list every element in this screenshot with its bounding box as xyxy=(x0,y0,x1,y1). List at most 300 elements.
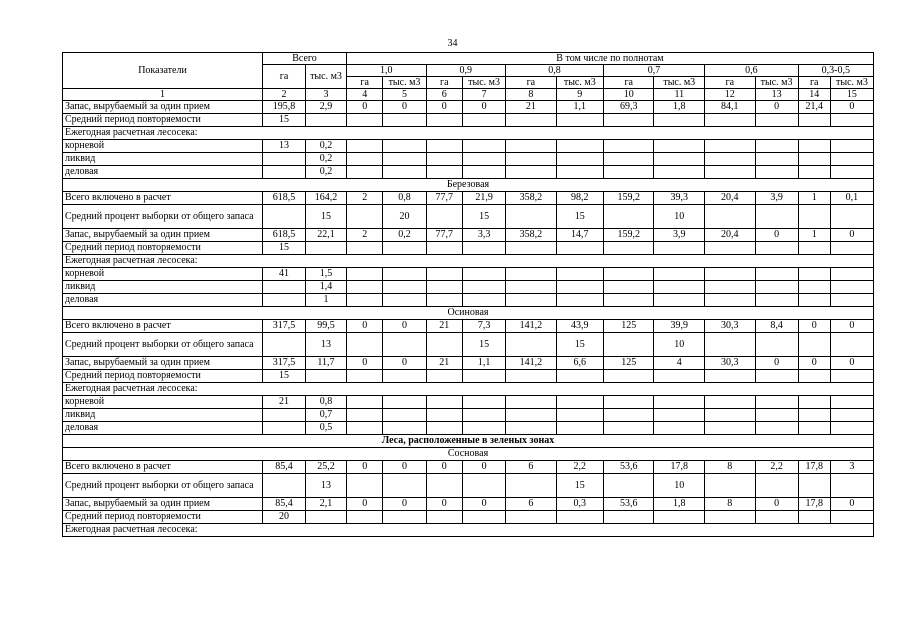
value-cell: 10 xyxy=(654,205,705,229)
value-cell xyxy=(383,153,426,166)
column-number-cell: 14 xyxy=(798,89,830,101)
value-cell: 20 xyxy=(263,511,306,524)
section-heading: Сосновая xyxy=(63,448,874,461)
header-density: 0,8 xyxy=(506,65,604,77)
row-label: корневой xyxy=(63,396,263,409)
header-density: 0,3-0,5 xyxy=(798,65,873,77)
value-cell: 2,9 xyxy=(306,101,347,114)
value-cell: 69,3 xyxy=(603,101,654,114)
value-cell: 0 xyxy=(346,461,383,474)
value-cell xyxy=(306,511,347,524)
header-density: 0,9 xyxy=(426,65,506,77)
value-cell xyxy=(830,268,873,281)
value-cell xyxy=(426,409,463,422)
value-cell xyxy=(346,409,383,422)
header-density: 1,0 xyxy=(346,65,426,77)
value-cell: 0 xyxy=(830,229,873,242)
value-cell xyxy=(556,281,603,294)
table-row xyxy=(63,383,874,396)
value-cell xyxy=(556,140,603,153)
value-cell xyxy=(426,242,463,255)
value-cell: 85,4 xyxy=(263,498,306,511)
value-cell xyxy=(798,333,830,357)
value-cell: 2,1 xyxy=(306,498,347,511)
value-cell xyxy=(798,396,830,409)
value-cell: 358,2 xyxy=(506,229,557,242)
value-cell xyxy=(603,474,654,498)
value-cell xyxy=(830,396,873,409)
value-cell xyxy=(426,294,463,307)
value-cell xyxy=(705,153,756,166)
unit-ha-cell: га xyxy=(603,77,654,89)
row-label: Запас, вырубаемый за один прием xyxy=(63,229,263,242)
value-cell xyxy=(705,281,756,294)
value-cell xyxy=(556,153,603,166)
value-cell: 159,2 xyxy=(603,229,654,242)
value-cell: 15 xyxy=(263,370,306,383)
value-cell xyxy=(263,422,306,435)
value-cell: 6 xyxy=(506,498,557,511)
value-cell xyxy=(463,268,506,281)
table-row xyxy=(63,307,874,320)
value-cell xyxy=(798,166,830,179)
value-cell xyxy=(346,166,383,179)
value-cell: 618,5 xyxy=(263,229,306,242)
value-cell xyxy=(506,205,557,229)
value-cell: 1,5 xyxy=(306,268,347,281)
value-cell xyxy=(383,294,426,307)
value-cell: 0 xyxy=(346,320,383,333)
value-cell xyxy=(830,205,873,229)
value-cell xyxy=(603,281,654,294)
value-cell: 1,8 xyxy=(654,498,705,511)
value-cell xyxy=(755,294,798,307)
table-row xyxy=(63,333,874,357)
value-cell xyxy=(556,409,603,422)
value-cell xyxy=(263,294,306,307)
value-cell xyxy=(654,409,705,422)
value-cell xyxy=(830,294,873,307)
value-cell: 43,9 xyxy=(556,320,603,333)
value-cell xyxy=(383,422,426,435)
value-cell xyxy=(463,294,506,307)
column-number-cell: 4 xyxy=(346,89,383,101)
value-cell xyxy=(603,409,654,422)
value-cell xyxy=(798,409,830,422)
value-cell xyxy=(463,281,506,294)
value-cell xyxy=(426,268,463,281)
table-row xyxy=(63,229,874,242)
value-cell xyxy=(426,140,463,153)
value-cell xyxy=(506,333,557,357)
header-indicators: Показатели xyxy=(63,53,263,89)
value-cell: 13 xyxy=(263,140,306,153)
value-cell xyxy=(830,140,873,153)
value-cell xyxy=(830,422,873,435)
value-cell xyxy=(654,242,705,255)
value-cell xyxy=(346,205,383,229)
row-label: Запас, вырубаемый за один прием xyxy=(63,101,263,114)
value-cell: 0,7 xyxy=(306,409,347,422)
column-number-cell: 3 xyxy=(306,89,347,101)
value-cell xyxy=(603,511,654,524)
value-cell xyxy=(346,114,383,127)
value-cell: 21 xyxy=(506,101,557,114)
value-cell xyxy=(830,166,873,179)
value-cell xyxy=(383,409,426,422)
table-row xyxy=(63,474,874,498)
column-number-cell: 9 xyxy=(556,89,603,101)
value-cell xyxy=(426,205,463,229)
value-cell: 3,3 xyxy=(463,229,506,242)
value-cell: 0 xyxy=(383,320,426,333)
value-cell xyxy=(603,396,654,409)
value-cell: 125 xyxy=(603,357,654,370)
value-cell xyxy=(755,511,798,524)
value-cell: 0,3 xyxy=(556,498,603,511)
row-label: Запас, вырубаемый за один прием xyxy=(63,357,263,370)
value-cell: 2,2 xyxy=(755,461,798,474)
value-cell: 20,4 xyxy=(705,229,756,242)
column-number-cell: 7 xyxy=(463,89,506,101)
row-label: ликвид xyxy=(63,153,263,166)
value-cell xyxy=(798,474,830,498)
value-cell xyxy=(603,205,654,229)
value-cell xyxy=(603,268,654,281)
value-cell xyxy=(556,114,603,127)
value-cell xyxy=(830,333,873,357)
value-cell xyxy=(705,268,756,281)
column-number-cell: 6 xyxy=(426,89,463,101)
row-label: Средний период повторяемости xyxy=(63,370,263,383)
value-cell: 77,7 xyxy=(426,192,463,205)
value-cell xyxy=(383,396,426,409)
value-cell: 0 xyxy=(346,498,383,511)
row-label: Всего включено в расчет xyxy=(63,461,263,474)
value-cell: 0 xyxy=(463,461,506,474)
row-label: Запас, вырубаемый за один прием xyxy=(63,498,263,511)
value-cell: 0,2 xyxy=(383,229,426,242)
value-cell xyxy=(263,166,306,179)
value-cell: 0,1 xyxy=(830,192,873,205)
value-cell: 0 xyxy=(830,101,873,114)
row-label: Средний период повторяемости xyxy=(63,242,263,255)
column-number-cell: 10 xyxy=(603,89,654,101)
value-cell xyxy=(654,268,705,281)
value-cell: 3,9 xyxy=(654,229,705,242)
table-row xyxy=(63,281,874,294)
value-cell xyxy=(798,205,830,229)
header-including: В том числе по полнотам xyxy=(346,53,873,65)
value-cell xyxy=(705,242,756,255)
value-cell: 1 xyxy=(798,192,830,205)
value-cell xyxy=(383,370,426,383)
value-cell xyxy=(463,396,506,409)
value-cell: 30,3 xyxy=(705,357,756,370)
value-cell xyxy=(830,370,873,383)
value-cell: 30,3 xyxy=(705,320,756,333)
value-cell xyxy=(798,370,830,383)
value-cell: 20,4 xyxy=(705,192,756,205)
value-cell: 17,8 xyxy=(798,461,830,474)
value-cell xyxy=(654,422,705,435)
value-cell xyxy=(306,370,347,383)
value-cell xyxy=(755,396,798,409)
value-cell xyxy=(346,140,383,153)
value-cell: 0 xyxy=(463,498,506,511)
value-cell xyxy=(426,153,463,166)
value-cell xyxy=(426,114,463,127)
value-cell xyxy=(346,281,383,294)
value-cell: 15 xyxy=(263,242,306,255)
value-cell xyxy=(654,370,705,383)
value-cell: 77,7 xyxy=(426,229,463,242)
value-cell: 2,2 xyxy=(556,461,603,474)
table-row xyxy=(63,461,874,474)
header-total-m3: тыс. м3 xyxy=(306,65,347,89)
value-cell xyxy=(463,370,506,383)
value-cell xyxy=(830,114,873,127)
row-label: Средний период повторяемости xyxy=(63,114,263,127)
value-cell xyxy=(506,281,557,294)
row-label: Средний процент выборки от общего запаса xyxy=(63,205,263,229)
value-cell xyxy=(263,409,306,422)
value-cell xyxy=(603,114,654,127)
value-cell xyxy=(755,370,798,383)
value-cell xyxy=(830,281,873,294)
row-label: корневой xyxy=(63,140,263,153)
value-cell: 0 xyxy=(830,498,873,511)
value-cell: 13 xyxy=(306,333,347,357)
value-cell: 0 xyxy=(755,357,798,370)
value-cell xyxy=(463,140,506,153)
value-cell: 1,1 xyxy=(556,101,603,114)
value-cell xyxy=(755,268,798,281)
value-cell xyxy=(654,511,705,524)
value-cell: 20 xyxy=(383,205,426,229)
value-cell xyxy=(463,242,506,255)
value-cell: 53,6 xyxy=(603,498,654,511)
value-cell: 0,5 xyxy=(306,422,347,435)
value-cell xyxy=(705,294,756,307)
page-number: 34 xyxy=(447,38,458,49)
value-cell: 1,4 xyxy=(306,281,347,294)
value-cell xyxy=(463,511,506,524)
row-label: деловая xyxy=(63,294,263,307)
value-cell xyxy=(705,409,756,422)
value-cell: 6,6 xyxy=(556,357,603,370)
value-cell: 0,8 xyxy=(306,396,347,409)
value-cell xyxy=(755,474,798,498)
value-cell: 0 xyxy=(346,357,383,370)
value-cell: 84,1 xyxy=(705,101,756,114)
value-cell xyxy=(556,294,603,307)
table-row xyxy=(63,409,874,422)
value-cell: 17,8 xyxy=(654,461,705,474)
unit-m3-cell: тыс. м3 xyxy=(383,77,426,89)
value-cell xyxy=(798,511,830,524)
value-cell: 0 xyxy=(426,101,463,114)
table-row xyxy=(63,114,874,127)
value-cell xyxy=(426,422,463,435)
value-cell xyxy=(506,474,557,498)
table-row xyxy=(63,357,874,370)
value-cell xyxy=(654,140,705,153)
value-cell xyxy=(383,242,426,255)
header-density: 0,7 xyxy=(603,65,704,77)
table-row xyxy=(63,127,874,140)
value-cell xyxy=(603,333,654,357)
value-cell xyxy=(506,396,557,409)
value-cell xyxy=(830,153,873,166)
table-row xyxy=(63,140,874,153)
value-cell xyxy=(306,114,347,127)
value-cell: 10 xyxy=(654,474,705,498)
value-cell: 98,2 xyxy=(556,192,603,205)
value-cell xyxy=(603,422,654,435)
value-cell: 0 xyxy=(383,498,426,511)
value-cell xyxy=(263,474,306,498)
value-cell: 8,4 xyxy=(755,320,798,333)
value-cell: 3 xyxy=(830,461,873,474)
value-cell xyxy=(603,370,654,383)
unit-ha-cell: га xyxy=(346,77,383,89)
value-cell: 21 xyxy=(426,320,463,333)
value-cell xyxy=(426,370,463,383)
table-row xyxy=(63,192,874,205)
table-row xyxy=(63,396,874,409)
value-cell xyxy=(798,422,830,435)
value-cell xyxy=(830,242,873,255)
value-cell: 0 xyxy=(755,498,798,511)
value-cell xyxy=(798,140,830,153)
value-cell xyxy=(506,370,557,383)
value-cell xyxy=(603,242,654,255)
value-cell xyxy=(798,281,830,294)
value-cell: 159,2 xyxy=(603,192,654,205)
value-cell xyxy=(383,333,426,357)
value-cell: 22,1 xyxy=(306,229,347,242)
value-cell: 13 xyxy=(306,474,347,498)
value-cell: 15 xyxy=(556,333,603,357)
value-cell xyxy=(506,242,557,255)
row-label: деловая xyxy=(63,166,263,179)
value-cell: 15 xyxy=(463,205,506,229)
value-cell xyxy=(705,205,756,229)
value-cell xyxy=(830,409,873,422)
value-cell: 195,8 xyxy=(263,101,306,114)
table-row xyxy=(63,153,874,166)
value-cell xyxy=(556,396,603,409)
value-cell: 21 xyxy=(263,396,306,409)
value-cell xyxy=(346,422,383,435)
value-cell: 1 xyxy=(306,294,347,307)
value-cell: 0 xyxy=(798,320,830,333)
row-label: Всего включено в расчет xyxy=(63,320,263,333)
value-cell: 21,9 xyxy=(463,192,506,205)
value-cell: 317,5 xyxy=(263,357,306,370)
column-number-cell: 12 xyxy=(705,89,756,101)
column-number-cell: 11 xyxy=(654,89,705,101)
value-cell: 0 xyxy=(798,357,830,370)
value-cell: 15 xyxy=(556,474,603,498)
value-cell: 618,5 xyxy=(263,192,306,205)
value-cell: 53,6 xyxy=(603,461,654,474)
value-cell xyxy=(556,268,603,281)
value-cell xyxy=(346,474,383,498)
header-density: 0,6 xyxy=(705,65,799,77)
value-cell xyxy=(383,140,426,153)
value-cell: 15 xyxy=(306,205,347,229)
value-cell xyxy=(654,166,705,179)
unit-m3-cell: тыс. м3 xyxy=(755,77,798,89)
value-cell xyxy=(798,153,830,166)
value-cell xyxy=(556,242,603,255)
row-label: Средний процент выборки от общего запаса xyxy=(63,333,263,357)
value-cell xyxy=(506,422,557,435)
section-heading: Березовая xyxy=(63,179,874,192)
section-heading: Осиновая xyxy=(63,307,874,320)
unit-m3-cell: тыс. м3 xyxy=(654,77,705,89)
value-cell: 15 xyxy=(263,114,306,127)
row-label: Средний процент выборки от общего запаса xyxy=(63,474,263,498)
value-cell xyxy=(383,281,426,294)
value-cell: 141,2 xyxy=(506,357,557,370)
table-row xyxy=(63,294,874,307)
value-cell xyxy=(705,422,756,435)
value-cell: 0 xyxy=(830,357,873,370)
value-cell: 0 xyxy=(755,229,798,242)
value-cell xyxy=(603,294,654,307)
value-cell: 3,9 xyxy=(755,192,798,205)
value-cell xyxy=(263,333,306,357)
value-cell xyxy=(346,294,383,307)
value-cell xyxy=(556,166,603,179)
value-cell: 0,2 xyxy=(306,166,347,179)
value-cell xyxy=(463,409,506,422)
row-label: Ежегодная расчетная лесосека: xyxy=(63,383,874,396)
allowable-cut-table xyxy=(62,52,874,537)
value-cell: 164,2 xyxy=(306,192,347,205)
value-cell xyxy=(755,205,798,229)
value-cell: 0,2 xyxy=(306,140,347,153)
value-cell xyxy=(798,268,830,281)
value-cell xyxy=(705,140,756,153)
value-cell: 0,8 xyxy=(383,192,426,205)
value-cell xyxy=(556,370,603,383)
value-cell xyxy=(383,474,426,498)
value-cell: 0 xyxy=(830,320,873,333)
value-cell xyxy=(506,140,557,153)
value-cell xyxy=(755,333,798,357)
value-cell xyxy=(263,281,306,294)
value-cell: 4 xyxy=(654,357,705,370)
row-label: Ежегодная расчетная лесосека: xyxy=(63,255,874,268)
unit-ha-cell: га xyxy=(506,77,557,89)
value-cell xyxy=(383,166,426,179)
row-label: деловая xyxy=(63,422,263,435)
value-cell: 0 xyxy=(463,101,506,114)
value-cell xyxy=(705,474,756,498)
value-cell: 14,7 xyxy=(556,229,603,242)
value-cell xyxy=(346,242,383,255)
value-cell: 15 xyxy=(463,333,506,357)
row-label: ликвид xyxy=(63,281,263,294)
value-cell xyxy=(346,268,383,281)
table-row xyxy=(63,498,874,511)
value-cell xyxy=(506,166,557,179)
value-cell xyxy=(830,511,873,524)
